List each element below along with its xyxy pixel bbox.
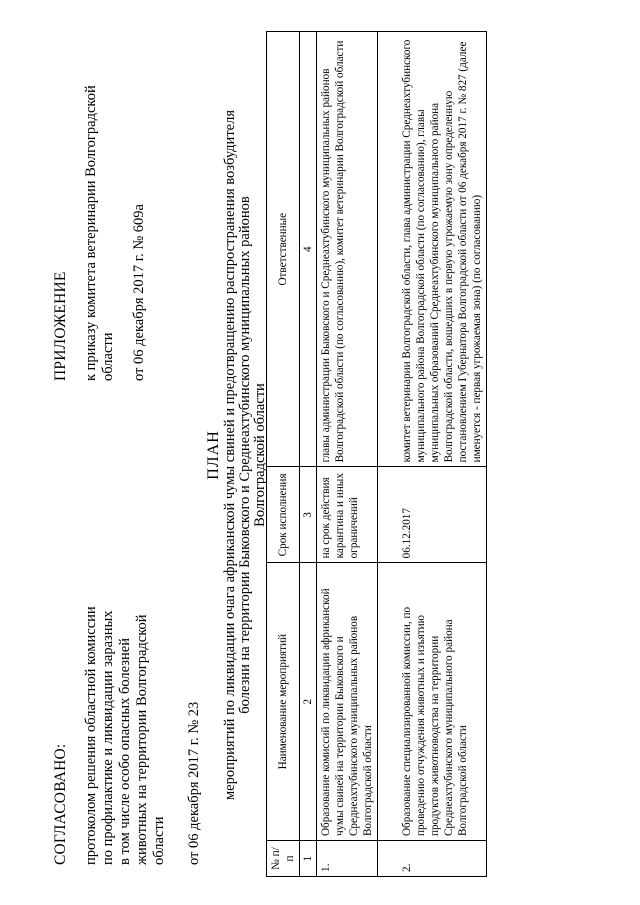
header-action: Наименование мероприятий [267,563,300,841]
title-line-1: мероприятий по ликвидации очага африканской чумы свиней и предотвращению распространения возбудителя [222,110,238,801]
approval-text: протоколом решения областной комиссии по профилактике и ликвидации заразных в том числе особо опасных болезней животных на территории Волгоградской области [83,606,167,865]
header-responsible: Ответственные [267,32,300,467]
column-number-3: 3 [300,467,317,563]
row-number: 2. [378,841,487,877]
document-title [206,65,268,845]
approval-heading: СОГЛАСОВАНО: [52,743,69,865]
row-deadline: на срок действия карантина и иных ограничений [317,467,378,563]
column-number-2: 2 [300,563,317,841]
row-action: Образование комиссий по ликвидации африканской чумы свиней на территории Быковского и Среднеахтубинского муниципальных районов Волгоградской области [317,563,378,841]
title-plan: ПЛАН [205,430,222,480]
row-responsible: главы администрации Быковского и Среднеахтубинского муниципальных районов Волгоградской области (по согласованию), комитет ветеринарии Волгоградской области [317,32,378,467]
header-number: № п/п [267,841,300,877]
column-number-4: 4 [300,32,317,467]
row-action: Образование специализированной комиссии, по проведению отчуждения животных и изъятию продуктов животноводства на территории Среднеахтубинского муниципального района Волгоградской области [378,563,487,841]
row-deadline: 06.12.2017 [378,467,487,563]
title-line-2: болезни на территории Быковского и Среднеахтубинского муниципальных районов [237,196,253,714]
column-number-1: 1 [300,841,317,877]
appendix-heading: ПРИЛОЖЕНИЕ [52,271,69,381]
header-deadline: Срок исполнения [267,467,300,563]
approval-block [52,525,203,865]
appendix-text: к приказу комитета ветеринарии Волгоградской области [83,85,116,381]
appendix-block [52,41,148,381]
plan-table [266,31,487,877]
row-number: 1. [317,841,378,877]
approval-date: от 06 декабря 2017 г. № 23 [186,701,202,865]
column-numbers-row [300,32,317,877]
table-row [378,32,487,877]
row-responsible: комитет ветеринарии Волгоградской области, глава администрации Среднеахтубинского муниципального района Волгоградской области (по согласованию), главы муниципальных образований Среднеахтубинского муниципального района Волгоградской области, вошедших в первую угрожаемую зону определенную постановлением Губернатора Волгоградской области от 06 декабря 2017 г. № 827 (далее именуется - первая угрожаемая зона) (по согласованию) [378,32,487,467]
title-line-3: Волгоградской области [252,383,268,527]
table-row [317,32,378,877]
appendix-date: от 06 декабря 2017 г. № 609а [131,204,147,381]
table-header-row [267,32,300,877]
